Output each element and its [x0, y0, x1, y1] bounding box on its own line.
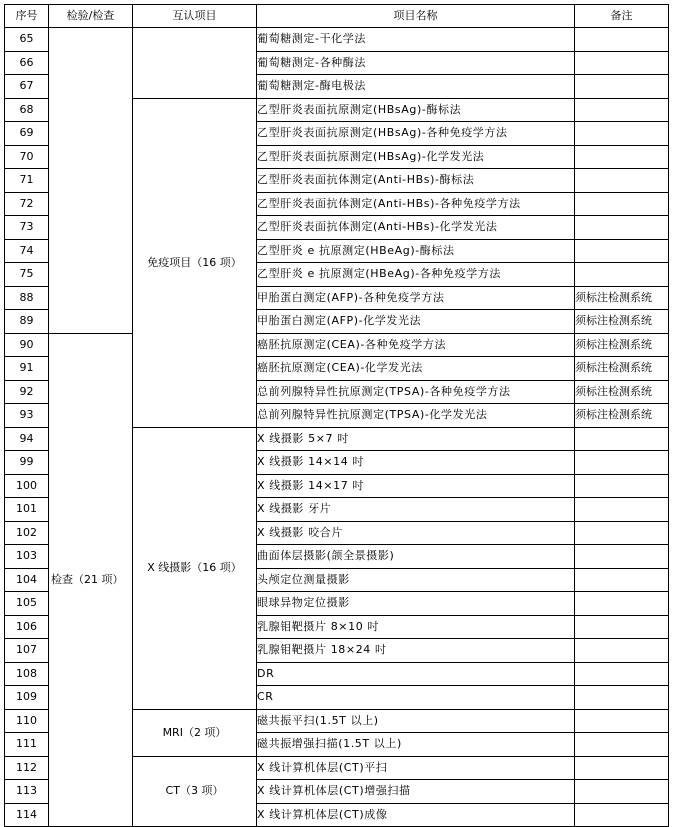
item-note [575, 686, 669, 710]
item-note [575, 169, 669, 193]
item-name: X 线计算机体层(CT)成像 [257, 803, 575, 827]
mutual-group-cell [133, 28, 257, 99]
item-note [575, 192, 669, 216]
row-number: 72 [5, 192, 49, 216]
item-name: 癌胚抗原测定(CEA)-化学发光法 [257, 357, 575, 381]
item-name: X 线计算机体层(CT)平扫 [257, 756, 575, 780]
row-number: 68 [5, 98, 49, 122]
item-note [575, 263, 669, 287]
item-note [575, 451, 669, 475]
item-name: 乙型肝炎 e 抗原测定(HBeAg)-各种免疫学方法 [257, 263, 575, 287]
item-name: 葡萄糖测定-干化学法 [257, 28, 575, 52]
row-number: 114 [5, 803, 49, 827]
mutual-group-cell: CT（3 项） [133, 756, 257, 827]
row-number: 107 [5, 639, 49, 663]
item-name: X 线摄影 5×7 吋 [257, 427, 575, 451]
item-note [575, 662, 669, 686]
item-name: 乙型肝炎表面抗体测定(Anti-HBs)-酶标法 [257, 169, 575, 193]
item-note [575, 28, 669, 52]
item-name: 曲面体层摄影(颌全景摄影) [257, 545, 575, 569]
item-name: DR [257, 662, 575, 686]
item-note [575, 733, 669, 757]
row-number: 106 [5, 615, 49, 639]
header-mutual-item: 互认项目 [133, 5, 257, 28]
item-name: 癌胚抗原测定(CEA)-各种免疫学方法 [257, 333, 575, 357]
item-note: 须标注检测系统 [575, 333, 669, 357]
item-name: 乳腺钼靶摄片 18×24 吋 [257, 639, 575, 663]
item-note [575, 780, 669, 804]
item-name: 葡萄糖测定-各种酶法 [257, 51, 575, 75]
header-seq: 序号 [5, 5, 49, 28]
table-row [5, 333, 669, 357]
item-note [575, 568, 669, 592]
item-name: 乙型肝炎 e 抗原测定(HBeAg)-酶标法 [257, 239, 575, 263]
category-cell [49, 28, 133, 334]
item-name: 葡萄糖测定-酶电极法 [257, 75, 575, 99]
item-note [575, 592, 669, 616]
item-name: 乳腺钼靶摄片 8×10 吋 [257, 615, 575, 639]
row-number: 93 [5, 404, 49, 428]
item-note [575, 239, 669, 263]
item-note [575, 498, 669, 522]
item-note [575, 709, 669, 733]
mutual-group-cell: X 线摄影（16 项） [133, 427, 257, 709]
item-note: 须标注检测系统 [575, 380, 669, 404]
item-name: 总前列腺特异性抗原测定(TPSA)-各种免疫学方法 [257, 380, 575, 404]
row-number: 112 [5, 756, 49, 780]
item-note: 须标注检测系统 [575, 357, 669, 381]
item-name: 磁共振平扫(1.5T 以上) [257, 709, 575, 733]
row-number: 71 [5, 169, 49, 193]
item-name: 总前列腺特异性抗原测定(TPSA)-化学发光法 [257, 404, 575, 428]
item-note [575, 803, 669, 827]
row-number: 74 [5, 239, 49, 263]
item-note [575, 474, 669, 498]
row-number: 91 [5, 357, 49, 381]
header-row [5, 5, 669, 28]
item-name: X 线摄影 咬合片 [257, 521, 575, 545]
item-note [575, 427, 669, 451]
row-number: 102 [5, 521, 49, 545]
item-name: X 线摄影 14×14 吋 [257, 451, 575, 475]
item-note [575, 145, 669, 169]
item-name: X 线摄影 14×17 吋 [257, 474, 575, 498]
row-number: 110 [5, 709, 49, 733]
row-number: 69 [5, 122, 49, 146]
item-note [575, 521, 669, 545]
item-name: 头颅定位测量摄影 [257, 568, 575, 592]
item-note [575, 98, 669, 122]
row-number: 89 [5, 310, 49, 334]
item-name: 乙型肝炎表面抗原测定(HBsAg)-各种免疫学方法 [257, 122, 575, 146]
mutual-recognition-table [4, 4, 669, 827]
row-number: 103 [5, 545, 49, 569]
header-note: 备注 [575, 5, 669, 28]
item-name: 乙型肝炎表面抗原测定(HBsAg)-酶标法 [257, 98, 575, 122]
item-note: 须标注检测系统 [575, 310, 669, 334]
row-number: 104 [5, 568, 49, 592]
table-body [5, 28, 669, 827]
item-note [575, 756, 669, 780]
mutual-group-cell: MRI（2 项） [133, 709, 257, 756]
item-note [575, 216, 669, 240]
item-note: 须标注检测系统 [575, 404, 669, 428]
item-name: X 线计算机体层(CT)增强扫描 [257, 780, 575, 804]
row-number: 90 [5, 333, 49, 357]
row-number: 109 [5, 686, 49, 710]
item-note [575, 75, 669, 99]
table-row [5, 28, 669, 52]
header-category: 检验/检查 [49, 5, 133, 28]
row-number: 65 [5, 28, 49, 52]
row-number: 101 [5, 498, 49, 522]
item-name: 甲胎蛋白测定(AFP)-各种免疫学方法 [257, 286, 575, 310]
row-number: 99 [5, 451, 49, 475]
row-number: 70 [5, 145, 49, 169]
item-note: 须标注检测系统 [575, 286, 669, 310]
item-note [575, 122, 669, 146]
item-name: 乙型肝炎表面抗原测定(HBsAg)-化学发光法 [257, 145, 575, 169]
mutual-group-cell: 免疫项目（16 项） [133, 98, 257, 427]
header-item-name: 项目名称 [257, 5, 575, 28]
row-number: 88 [5, 286, 49, 310]
row-number: 111 [5, 733, 49, 757]
item-note [575, 51, 669, 75]
item-name: 乙型肝炎表面抗体测定(Anti-HBs)-化学发光法 [257, 216, 575, 240]
item-name: X 线摄影 牙片 [257, 498, 575, 522]
item-name: 眼球异物定位摄影 [257, 592, 575, 616]
item-note [575, 615, 669, 639]
row-number: 92 [5, 380, 49, 404]
row-number: 73 [5, 216, 49, 240]
item-name: 乙型肝炎表面抗体测定(Anti-HBs)-各种免疫学方法 [257, 192, 575, 216]
item-note [575, 639, 669, 663]
row-number: 75 [5, 263, 49, 287]
item-name: CR [257, 686, 575, 710]
row-number: 108 [5, 662, 49, 686]
row-number: 66 [5, 51, 49, 75]
row-number: 113 [5, 780, 49, 804]
item-name: 磁共振增强扫描(1.5T 以上) [257, 733, 575, 757]
item-note [575, 545, 669, 569]
category-cell: 检查（21 项） [49, 333, 133, 827]
row-number: 105 [5, 592, 49, 616]
row-number: 94 [5, 427, 49, 451]
row-number: 67 [5, 75, 49, 99]
row-number: 100 [5, 474, 49, 498]
item-name: 甲胎蛋白测定(AFP)-化学发光法 [257, 310, 575, 334]
